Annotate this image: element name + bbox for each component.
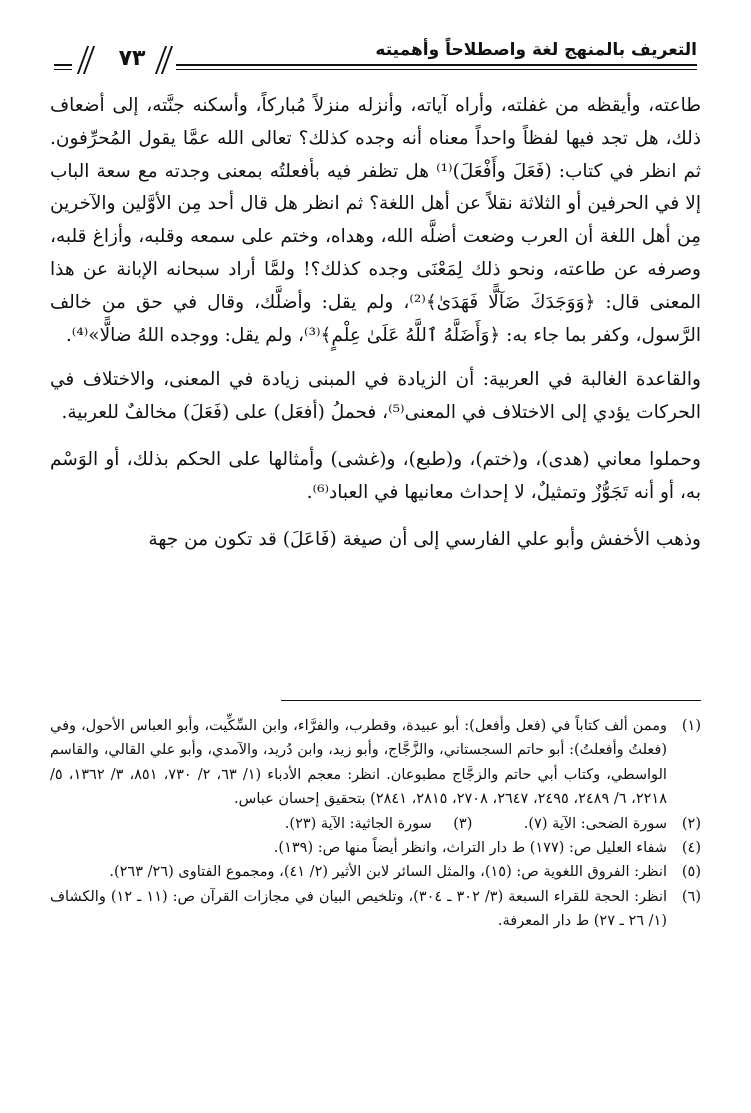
footnote-text: شفاء العليل ص: (١٧٧) ط دار التراث، وانظر أيضاً منها ص: (١٣٩). bbox=[273, 840, 667, 857]
footnote-number: (٣) bbox=[453, 815, 473, 832]
footnote-number: (١) bbox=[681, 718, 701, 734]
page-header bbox=[54, 38, 697, 78]
footnote-number: (٥) bbox=[681, 864, 701, 881]
page-number: ٧٣ bbox=[118, 46, 146, 71]
footnote-text: سورة الضحى: الآية (٧). bbox=[523, 815, 667, 832]
page-number-box bbox=[72, 44, 176, 74]
footnote-text: وممن ألف كتاباً في (فعل وأفعل): أبو عبيدة، وقطرب، والفرَّاء، وابن السِّكِّيت، وأبو العباس الأحول، وفي (فعلتُ وأفعلتُ): أبو حاتم السجستاني، والزَّجَّاج، وأبو زيد، وابن دُريد، والآمدي، وأبو علي القالي، والقاسم الواسطي، وكتاب أبي حاتم والزجَّاج مطبوعان. انظر: معجم الأدباء (١/ ٦٣، ٢/ ٧٣٠، ٨٥١، ٣/ ١٣٦٢، ٥/ ٢٢١٨، ٦/ ٢٤٨٩، ٢٤٩٥، ٢٦٤٧، ٢٧٠٨، ٢٨١٥، ٢٨٤١) بتحقيق إحسان عباس. bbox=[50, 718, 667, 808]
footnote-4 bbox=[50, 836, 701, 860]
footnotes bbox=[50, 714, 701, 934]
paragraph-3: وحملوا معاني (هدى)، و(ختم)، و(طبع)، و(غشى) وأمثالها على الحكم بذلك، أو الوَسْم به، أو أنه تَجَوُّزٌ وتمثيلٌ، لا إحداث معانيها في العباد⁽⁶⁾. bbox=[50, 448, 701, 503]
footnote-number: (٤) bbox=[681, 840, 701, 857]
footnote-text: انظر: الحجة للقراء السبعة (٣/ ٣٠٢ ـ ٣٠٤)، وتلخيص البيان في مجازات القرآن ص: (١١ ـ ١٢) والكشاف (١/ ٢٦ ـ ٢٧) ط دار المعرفة. bbox=[50, 888, 668, 930]
paragraph-1: طاعته، وأيقظه من غفلته، وأراه آياته، وأنزله منزلاً مُباركاً، وأسكنه جنَّته، إلى أضعاف ذلك، هل تجد فيها لفظاً واحداً معناه أنه وجده كذلك؟ تعالى الله عمَّا يقول المُحرِّفون. ثم انظر في كتاب: (فَعَلَ وأَفْعَلَ)⁽¹⁾ هل تظفر فيه بأفعلتُه بمعنى وجدته مع سعة الباب إلا في الحرفين أو الثلاثة نقلاً عن أهل اللغة؟ ثم انظر هل قال أحد مِن الأوَّلين والآخرين مِن أهل اللغة أن العرب وضعت أضلَّه الله، وهداه، وختم على سمعه وقلبه، وأزاغ قلبه، وصرفه عن طاعته، ونحو ذلك لِمَعْنَى وجده كذلك؟! ولمَّا أراد سبحانه الإبانة عن هذا المعنى قال: ﴿وَوَجَدَكَ ضَآلًّا فَهَدَىٰ﴾⁽²⁾، ولم يقل: وأضلَّك، وقال في حق من خالف الرَّسول، وكفر بما جاء به: ﴿وَأَضَلَّهُ ٱللَّهُ عَلَىٰ عِلْمٍ﴾⁽³⁾، ولم يقل: ووجده اللهُ ضالًّا»⁽⁴⁾. bbox=[50, 95, 701, 346]
footnote-number: (٢) bbox=[681, 815, 701, 832]
footnote-separator bbox=[281, 700, 701, 701]
footnote-2-3 bbox=[50, 812, 701, 836]
running-title: التعريف بالمنهج لغة واصطلاحاً وأهميته bbox=[375, 40, 697, 60]
main-text bbox=[50, 90, 701, 556]
paragraph-4: وذهب الأخفش وأبو علي الفارسي إلى أن صيغة (فَاعَلَ) قد تكون من جهة bbox=[148, 528, 701, 550]
footnote-5 bbox=[50, 860, 701, 884]
footnote-text: انظر: الفروق اللغوية ص: (١٥)، والمثل السائر لابن الأثير (٢/ ٤١)، ومجموع الفتاوى (٢٦/ ٢٦٣). bbox=[109, 864, 667, 881]
footnote-number: (٦) bbox=[681, 888, 701, 905]
footnote-text: سورة الجاثية: الآية (٢٣). bbox=[284, 815, 432, 832]
footnote-1 bbox=[50, 714, 701, 812]
paragraph-2: والقاعدة الغالبة في العربية: أن الزيادة في المبنى زيادة في المعنى، والاختلاف في الحركات يؤدي إلى الاختلاف في المعنى⁽⁵⁾، فحملُ (أفعَل) على (فَعَلَ) مخالفٌ للعربية. bbox=[50, 369, 701, 424]
footnote-6 bbox=[50, 885, 701, 934]
